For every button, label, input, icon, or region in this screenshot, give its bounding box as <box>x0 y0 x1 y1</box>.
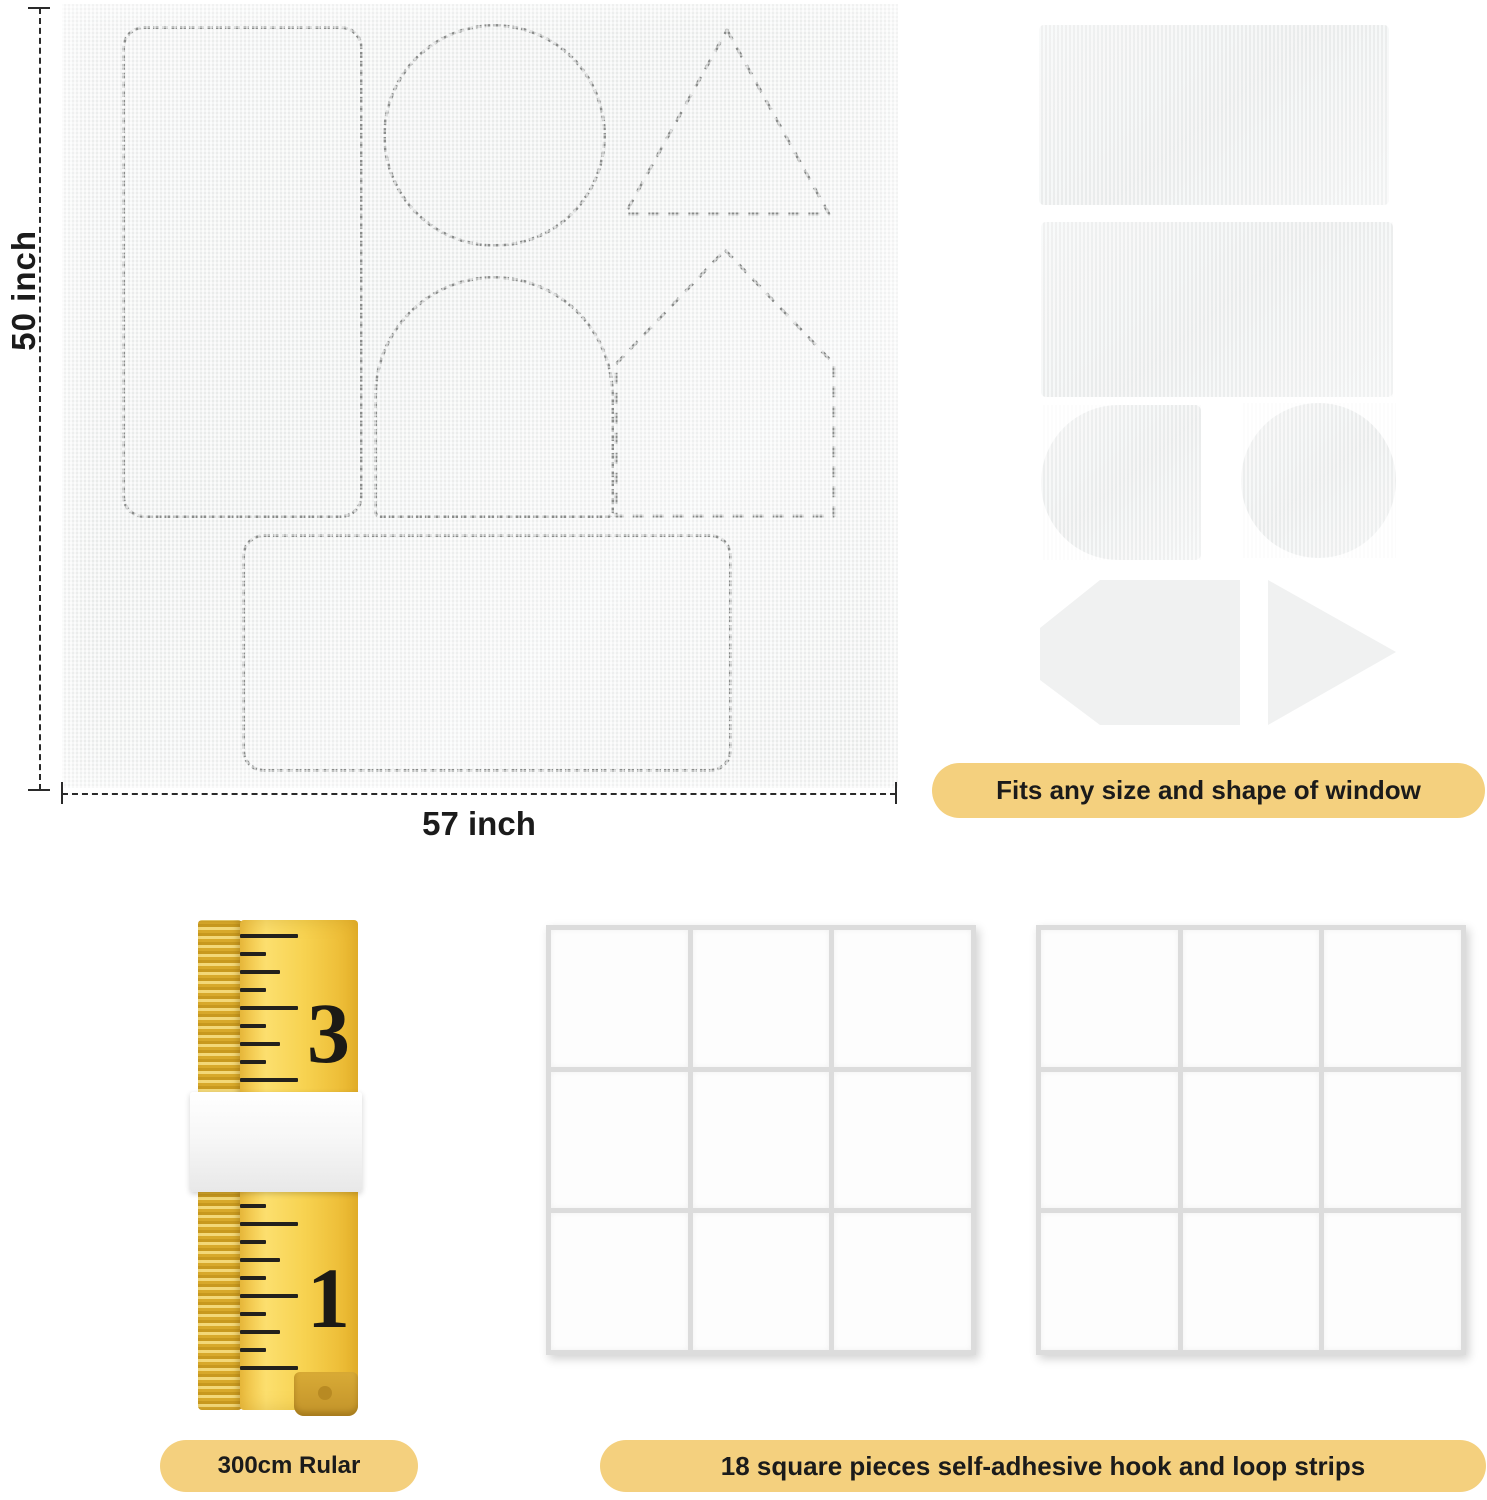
vertical-dimension-cap-bottom <box>28 789 50 791</box>
caption-hook-loop-strips: 18 square pieces self-adhesive hook and loop strips <box>600 1440 1486 1492</box>
dome-piece <box>1041 405 1201 560</box>
hook-loop-square <box>834 930 971 1067</box>
hook-loop-square <box>1324 1213 1461 1350</box>
hook-loop-sheet-1 <box>546 925 976 1355</box>
hook-loop-square <box>834 1072 971 1209</box>
arrow-piece-left <box>1040 580 1240 725</box>
vertical-dimension-text: 50 inch <box>4 230 42 351</box>
vertical-dimension-label <box>2 230 46 357</box>
triangle-cutout <box>617 22 837 222</box>
insulation-film-sheet <box>62 4 898 788</box>
house-pentagon-cutout <box>610 244 840 522</box>
hook-loop-square <box>693 1072 830 1209</box>
hook-loop-square <box>834 1213 971 1350</box>
hook-loop-square <box>1041 1072 1178 1209</box>
hook-loop-square <box>1183 930 1320 1067</box>
hook-loop-square <box>1324 1072 1461 1209</box>
hook-loop-square <box>693 1213 830 1350</box>
hook-loop-square <box>551 930 688 1067</box>
horizontal-dimension-cap-left <box>61 782 63 804</box>
hook-loop-square <box>1183 1213 1320 1350</box>
caption-ruler: 300cm Rular <box>160 1440 418 1492</box>
arrow-piece-right <box>1268 580 1396 725</box>
rectangle-piece-small <box>1041 222 1393 397</box>
arch-cutout <box>374 276 614 518</box>
tape-mark-1: 1 <box>307 1250 350 1346</box>
hook-loop-square <box>1041 930 1178 1067</box>
caption-fits-any-window: Fits any size and shape of window <box>932 763 1485 818</box>
tape-metal-tip <box>294 1372 358 1416</box>
hook-loop-square <box>693 930 830 1067</box>
vertical-dimension-cap-top <box>28 7 50 9</box>
horizontal-dimension-cap-right <box>895 782 897 804</box>
horizontal-dimension-line <box>62 793 896 795</box>
hook-loop-square <box>1041 1213 1178 1350</box>
hook-loop-sheet-2 <box>1036 925 1466 1355</box>
hook-loop-square <box>1183 1072 1320 1209</box>
rectangle-piece-large <box>1039 25 1389 205</box>
circle-cutout <box>383 24 606 247</box>
measuring-tape <box>198 920 358 1410</box>
tape-paper-band <box>190 1092 362 1192</box>
wide-rounded-rectangle-cutout <box>242 534 732 772</box>
hook-loop-square <box>1324 930 1461 1067</box>
tall-rounded-rectangle-cutout <box>122 26 363 518</box>
horizontal-dimension-label: 57 inch <box>422 805 536 842</box>
tape-mark-3: 3 <box>307 985 350 1081</box>
hook-loop-square <box>551 1213 688 1350</box>
circle-piece <box>1241 403 1396 558</box>
hook-loop-square <box>551 1072 688 1209</box>
vertical-dimension-line <box>39 8 41 790</box>
